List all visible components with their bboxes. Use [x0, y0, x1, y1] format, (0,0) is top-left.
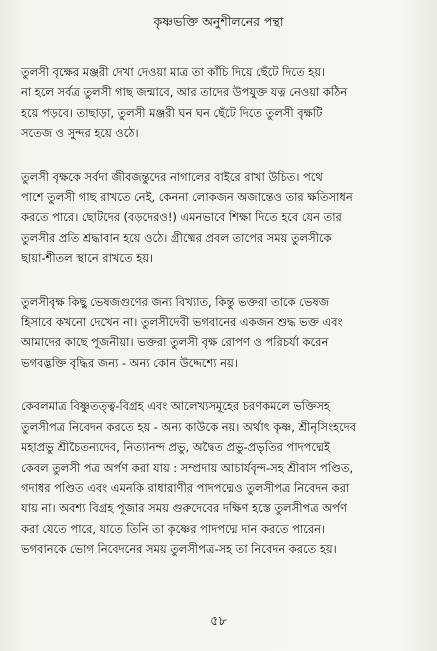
text-line: ভগবানকে ভোগ নিবেদনের সময় তুলসীপত্র-সহ তা নিবেদন করতে হয়। [21, 542, 337, 557]
running-head: কৃষ্ণভক্তি অনুশীলনের পন্থা [153, 14, 284, 29]
text-line: আমাদের কাছে পূজনীয়া। ভক্তরা তুলসী বৃক্ষ রোপণ ও পরিচর্যা করেন [21, 335, 329, 350]
text-line: করতে পারে। ছোটদের (বড়দেরও!) এমনভাবে শিক্ষা দিতে হবে যেন তার [21, 210, 342, 225]
text-line: হিসাবে কখনো দেখেন না। তুলসীদেবী ভগবানের একজন শুদ্ধ ভক্ত এবং [21, 315, 343, 330]
text-line: তুলসী বৃক্ষের মঞ্জরী দেখা দেওয়া মাত্র তা কাঁচি দিয়ে ছেঁটে দিতে হয়। [21, 65, 326, 79]
text-line: ছায়া-শীতল স্থানে রাখতে হয়। [21, 251, 154, 266]
text-line: তুলসীর প্রতি শ্রদ্ধাবান হয়ে ওঠে। গ্রীষ্মের প্রবল তাপের সময় তুলসীকে [21, 230, 332, 245]
text-line: পাশে তুলসী গাছ রাখতে নেই, কেননা লোকজন অজান্তেও তার ক্ষতিসাধন [21, 190, 353, 205]
text-line: তুলসীবৃক্ষ কিছু ভেষজগুণের জন্য বিখ্যাত, কিন্তু ভক্তরা তাকে ভেষজ [21, 294, 329, 309]
text-line: কেবলমাত্র বিষ্ণুতত্ত্ব-বিগ্রহ এবং আলেখ্যসমূহের চরণকমলে ভক্তিসহ [21, 399, 330, 414]
text-line: গদাধর পণ্ডিত এবং এমনকি রাধারাণীর পাদপদ্মেও তুলসীপত্র নিবেদন করা [21, 480, 350, 495]
text-line: যায় না। অবশ্য বিগ্রহ পূজার সময় গুরুদেবের দক্ষিণ হস্তে তুলসীপত্র অর্পণ [21, 501, 347, 516]
text-line: না হলে সর্বত্র তুলসী গাছ জন্মাবে, আর তাদের উপযুক্ত যত্ন নেওয়া কঠিন [21, 85, 348, 100]
page-body [21, 62, 417, 583]
paragraph-3 [21, 292, 417, 374]
paragraph-1 [21, 62, 417, 144]
text-line: ভগবদ্ভক্তি বৃদ্ধির জন্য - অন্য কোন উদ্দেশ্যে নয়। [21, 355, 238, 370]
text-line: সতেজ ও সুন্দর হয়ে ওঠে। [21, 126, 139, 141]
paragraph-4 [21, 396, 417, 559]
text-line: তুলসী বৃক্ষকে সর্বদা জীবজন্তুদের নাগালের বাইরে রাখা উচিত। পথে [21, 169, 323, 184]
text-line: কেবল তুলসী পত্র অর্পণ করা যায় : সম্প্রদায় আচার্যবৃন্দ-সহ শ্রীবাস পণ্ডিত, [21, 460, 354, 475]
text-line: তুলসীপত্র নিবেদন করতে হয় - অন্য কাউকে নয়। অর্থাৎ কৃষ্ণ, শ্রীনৃসিংহদেব [21, 419, 357, 434]
text-line: করা যেতে পারে, যাতে তিনি তা কৃষ্ণের পাদপদ্মে দান করতে পারেন। [21, 521, 326, 536]
text-line: মহাপ্রভু শ্রীচৈতন্যদেব, নিত্যানন্দ প্রভু, অদ্বৈত প্রভু-প্রভৃতির পাদপদ্মেই [21, 440, 330, 455]
paragraph-2 [21, 167, 417, 269]
page-number: ৫৮ [210, 614, 227, 629]
text-line: হয়ে পড়বে। তাছাড়া, তুলসী মঞ্জরী ঘন ঘন ছেঁটে দিতে তুলসী বৃক্ষটি [21, 105, 323, 120]
